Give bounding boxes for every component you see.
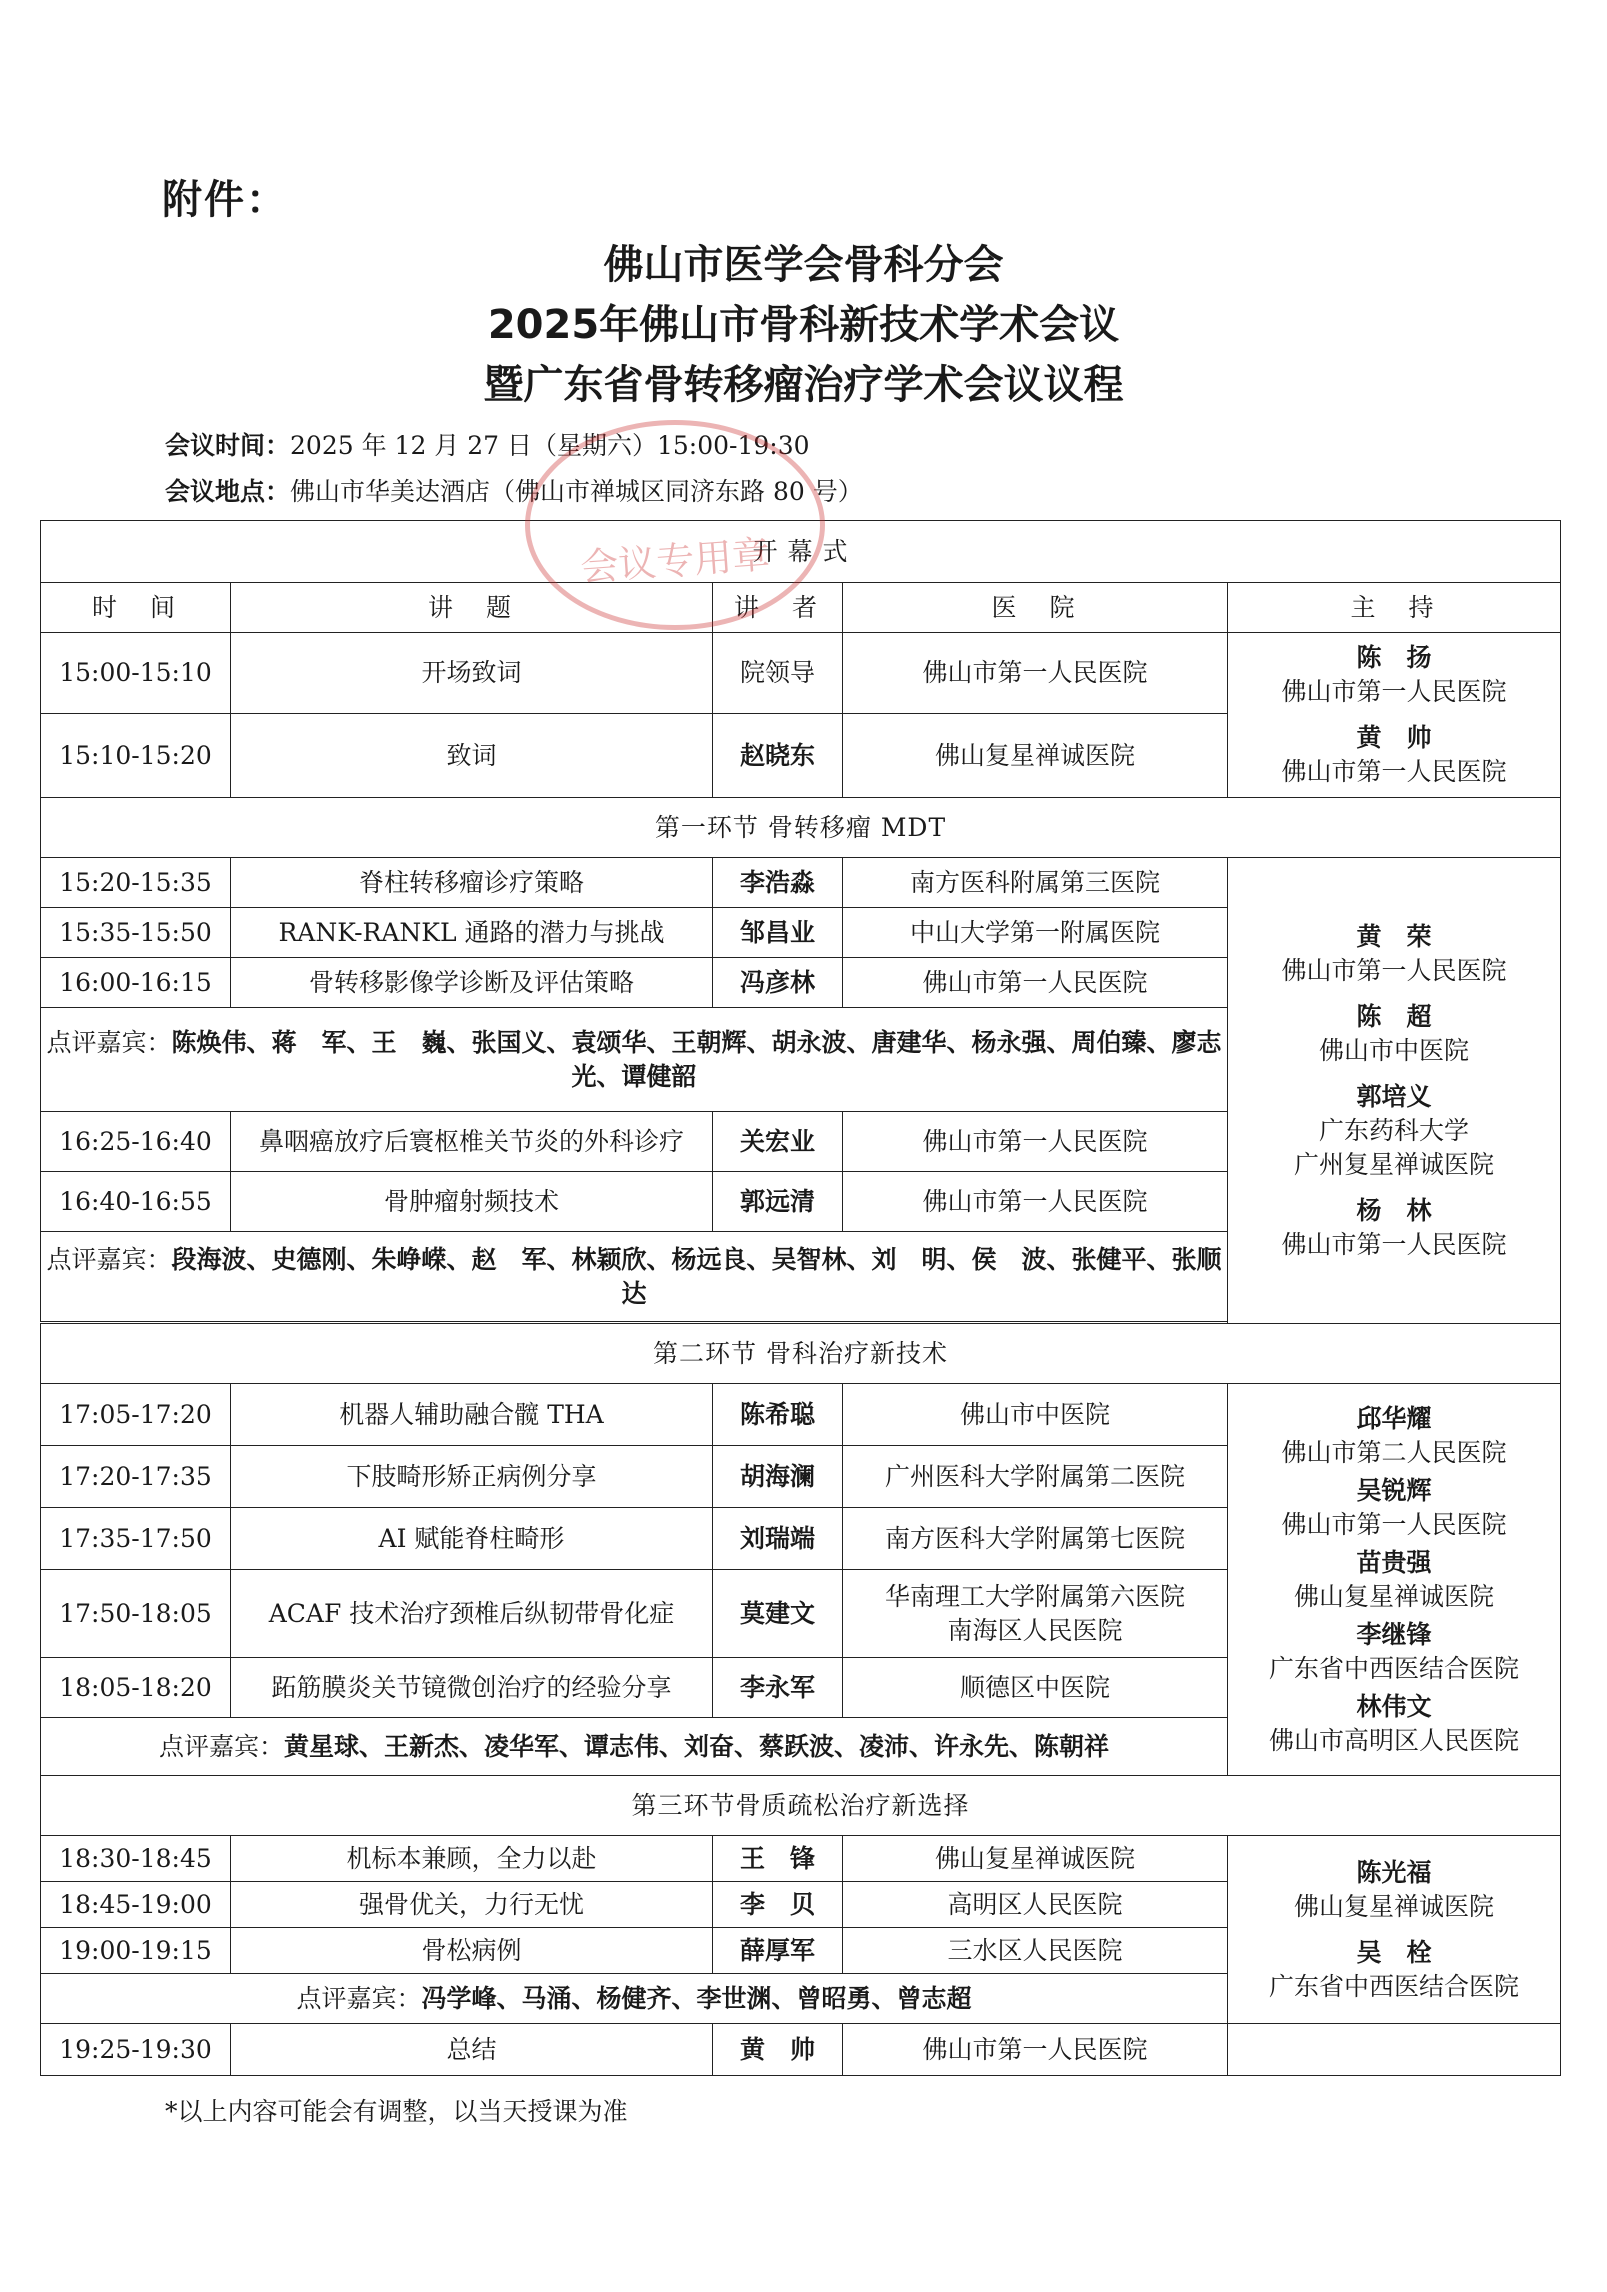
review-guests	[41, 1974, 1228, 2024]
host-name: 杨 林	[1356, 1195, 1432, 1225]
speaker-cell: 薛厚军	[713, 1928, 843, 1974]
host-name: 陈光福	[1356, 1857, 1432, 1887]
header-host: 主 持	[1228, 583, 1561, 633]
section3-title-row	[41, 1776, 1561, 1836]
host-hospital: 佛山复星禅诚医院	[1294, 1581, 1495, 1611]
hospital-cell: 南方医科大学附属第七医院	[843, 1508, 1228, 1570]
empty-host-cell	[1228, 2024, 1561, 2076]
host-entry	[1232, 635, 1556, 715]
hospital-cell	[843, 1570, 1228, 1658]
time-cell: 16:40-16:55	[41, 1172, 231, 1232]
host-name: 苗贵强	[1356, 1547, 1432, 1577]
speaker-cell: 邹昌业	[713, 908, 843, 958]
section1-title: 第一环节 骨转移瘤 MDT	[41, 798, 1561, 858]
topic-cell: 总结	[231, 2024, 713, 2076]
table-row	[41, 1384, 1561, 1446]
host-name: 陈 超	[1356, 1001, 1432, 1031]
speaker-cell: 刘瑞端	[713, 1508, 843, 1570]
meeting-time-label: 会议时间：	[165, 431, 291, 460]
host-entry	[1232, 1544, 1556, 1616]
title-line-2: 2025年佛山市骨科新技术学术会议	[487, 302, 1120, 348]
hospital-cell: 佛山复星禅诚医院	[843, 714, 1228, 798]
hospital-cell: 佛山复星禅诚医院	[843, 1836, 1228, 1882]
speaker-cell: 李浩淼	[713, 858, 843, 908]
time-cell: 16:00-16:15	[41, 958, 231, 1008]
header-row	[41, 583, 1561, 633]
topic-cell: 骨肿瘤射频技术	[231, 1172, 713, 1232]
agenda-table	[40, 520, 1561, 2076]
speaker-cell: 黄 帅	[713, 2024, 843, 2076]
host-entry	[1232, 1074, 1556, 1188]
title-line-3: 暨广东省骨转移瘤治疗学术会议议程	[483, 362, 1124, 408]
time-cell: 17:20-17:35	[41, 1446, 231, 1508]
meeting-time-value: 2025 年 12 月 27 日（星期六）15:00-19:30	[290, 431, 810, 460]
table-row	[41, 1836, 1561, 1882]
opening-title-row	[41, 521, 1561, 583]
topic-cell: ACAF 技术治疗颈椎后纵韧带骨化症	[231, 1570, 713, 1658]
review-label: 点评嘉宾：	[158, 1731, 284, 1761]
review-guests	[41, 1718, 1228, 1776]
seal-stamp-text: 会议专用章	[578, 532, 772, 590]
host-entry	[1232, 1616, 1556, 1688]
table-row	[41, 858, 1561, 908]
host-name: 郭培义	[1356, 1081, 1432, 1111]
review-label: 点评嘉宾：	[296, 1983, 422, 2013]
speaker-cell: 冯彦林	[713, 958, 843, 1008]
hospital-cell: 佛山市中医院	[843, 1384, 1228, 1446]
hospital-cell: 顺德区中医院	[843, 1658, 1228, 1718]
topic-cell: 脊柱转移瘤诊疗策略	[231, 858, 713, 908]
host-hospital: 佛山市第一人民医院	[1281, 677, 1507, 706]
header-time: 时 间	[41, 583, 231, 633]
speaker-cell: 莫建文	[713, 1570, 843, 1658]
topic-cell: 机标本兼顾，全力以赴	[231, 1836, 713, 1882]
host-entry	[1232, 994, 1556, 1074]
host-entry	[1232, 1850, 1556, 1930]
host-hospital: 佛山市中医院	[1319, 1035, 1470, 1065]
host-entry	[1232, 1688, 1556, 1760]
title-line-1: 佛山市医学会骨科分会	[603, 242, 1004, 288]
topic-cell: AI 赋能脊柱畸形	[231, 1508, 713, 1570]
topic-cell: 跖筋膜炎关节镜微创治疗的经验分享	[231, 1658, 713, 1718]
time-cell: 17:35-17:50	[41, 1508, 231, 1570]
host-name: 邱华耀	[1356, 1403, 1432, 1433]
host-entry	[1232, 1400, 1556, 1472]
review-label: 点评嘉宾：	[46, 1027, 172, 1057]
hospital-cell: 佛山市第一人民医院	[843, 2024, 1228, 2076]
speaker-cell: 王 锋	[713, 1836, 843, 1882]
time-cell: 15:35-15:50	[41, 908, 231, 958]
topic-cell: 机器人辅助融合髋 THA	[231, 1384, 713, 1446]
section2-title-row	[41, 1324, 1561, 1384]
time-cell: 19:25-19:30	[41, 2024, 231, 2076]
topic-cell: 开场致词	[231, 633, 713, 714]
time-cell: 15:00-15:10	[41, 633, 231, 714]
speaker-cell: 院领导	[713, 633, 843, 714]
hospital-cell: 佛山市第一人民医院	[843, 958, 1228, 1008]
hospital-cell: 佛山市第一人民医院	[843, 1172, 1228, 1232]
review-label: 点评嘉宾：	[46, 1244, 172, 1274]
host-entry	[1232, 1472, 1556, 1544]
host-entry	[1232, 914, 1556, 994]
host-hospital: 佛山市第二人民医院	[1281, 1437, 1507, 1467]
hospital-line-1: 华南理工大学附属第六医院	[884, 1581, 1185, 1611]
attachment-label: 附件：	[162, 177, 288, 223]
host-hospital: 广东省中西医结合医院	[1269, 1653, 1520, 1683]
topic-cell: 骨转移影像学诊断及评估策略	[231, 958, 713, 1008]
speaker-cell: 郭远清	[713, 1172, 843, 1232]
time-cell: 17:50-18:05	[41, 1570, 231, 1658]
header-hospital: 医 院	[843, 583, 1228, 633]
host-hospital-2: 广州复星禅诚医院	[1294, 1149, 1495, 1179]
meeting-place-label: 会议地点：	[165, 477, 291, 506]
section2-hosts	[1228, 1384, 1561, 1776]
meeting-place-value: 佛山市华美达酒店（佛山市禅城区同济东路 80 号）	[290, 477, 863, 506]
host-hospital: 佛山复星禅诚医院	[1294, 1891, 1495, 1921]
speaker-cell: 李 贝	[713, 1882, 843, 1928]
host-name: 李继锋	[1356, 1619, 1432, 1649]
footnote: *以上内容可能会有调整，以当天授课为准	[165, 2097, 628, 2126]
time-cell: 16:25-16:40	[41, 1112, 231, 1172]
hospital-cell: 南方医科附属第三医院	[843, 858, 1228, 908]
speaker-cell: 关宏业	[713, 1112, 843, 1172]
meeting-time	[165, 428, 810, 464]
host-hospital: 佛山市第一人民医院	[1281, 955, 1507, 985]
section3-title: 第三环节骨质疏松治疗新选择	[41, 1776, 1561, 1836]
speaker-cell: 胡海澜	[713, 1446, 843, 1508]
host-name: 陈 扬	[1356, 643, 1432, 672]
section1-title-row	[41, 798, 1561, 858]
host-name: 吴 栓	[1356, 1937, 1432, 1967]
time-cell: 15:20-15:35	[41, 858, 231, 908]
hospital-cell: 中山大学第一附属医院	[843, 908, 1228, 958]
topic-cell: RANK-RANKL 通路的潜力与挑战	[231, 908, 713, 958]
topic-cell: 下肢畸形矫正病例分享	[231, 1446, 713, 1508]
time-cell: 19:00-19:15	[41, 1928, 231, 1974]
host-name: 林伟文	[1356, 1691, 1432, 1721]
host-name: 黄 帅	[1356, 723, 1432, 752]
review-guests	[41, 1232, 1228, 1322]
section3-hosts	[1228, 1836, 1561, 2024]
speaker-cell: 赵晓东	[713, 714, 843, 798]
host-hospital: 佛山市第一人民医院	[1281, 1509, 1507, 1539]
opening-hosts	[1228, 633, 1561, 798]
topic-cell: 强骨优关，力行无忧	[231, 1882, 713, 1928]
host-entry	[1232, 1930, 1556, 2010]
review-guests	[41, 1008, 1228, 1112]
hospital-cell: 佛山市第一人民医院	[843, 1112, 1228, 1172]
topic-cell: 致词	[231, 714, 713, 798]
time-cell: 18:05-18:20	[41, 1658, 231, 1718]
closing-row	[41, 2024, 1561, 2076]
host-entry	[1232, 715, 1556, 795]
opening-title: 开 幕 式	[41, 521, 1561, 583]
section2-title: 第二环节 骨科治疗新技术	[41, 1324, 1561, 1384]
topic-cell: 鼻咽癌放疗后寰枢椎关节炎的外科诊疗	[231, 1112, 713, 1172]
host-entry	[1232, 1188, 1556, 1268]
time-cell: 17:05-17:20	[41, 1384, 231, 1446]
speaker-cell: 陈希聪	[713, 1384, 843, 1446]
topic-cell: 骨松病例	[231, 1928, 713, 1974]
hospital-line-2: 南海区人民医院	[947, 1615, 1123, 1645]
section1-hosts	[1228, 858, 1561, 1324]
header-topic: 讲 题	[231, 583, 713, 633]
time-cell: 18:30-18:45	[41, 1836, 231, 1882]
header-speaker: 讲 者	[713, 583, 843, 633]
speaker-cell: 李永军	[713, 1658, 843, 1718]
review-names: 黄星球、王新杰、凌华军、谭志伟、刘奋、蔡跃波、凌沛、许永先、陈朝祥	[284, 1731, 1110, 1761]
hospital-cell: 三水区人民医院	[843, 1928, 1228, 1974]
host-name: 吴锐辉	[1356, 1475, 1432, 1505]
hospital-cell: 高明区人民医院	[843, 1882, 1228, 1928]
time-cell: 18:45-19:00	[41, 1882, 231, 1928]
host-hospital: 佛山市第一人民医院	[1281, 757, 1507, 786]
host-name: 黄 荣	[1356, 921, 1432, 951]
hospital-cell: 佛山市第一人民医院	[843, 633, 1228, 714]
review-names: 冯学峰、马涌、杨健齐、李世渊、曾昭勇、曾志超	[421, 1983, 972, 2013]
host-hospital: 佛山市高明区人民医院	[1269, 1725, 1520, 1755]
review-names: 陈焕伟、蒋 军、王 巍、张国义、袁颂华、王朝辉、胡永波、唐建华、杨永强、周伯臻、廖志光、谭健韶	[171, 1027, 1222, 1091]
review-names: 段海波、史德刚、朱峥嵘、赵 军、林颖欣、杨远良、吴智林、刘 明、侯 波、张健平、张顺达	[171, 1244, 1222, 1308]
host-hospital: 广东省中西医结合医院	[1269, 1971, 1520, 2001]
meeting-place	[165, 474, 863, 510]
hospital-cell: 广州医科大学附属第二医院	[843, 1446, 1228, 1508]
table-row	[41, 633, 1561, 714]
host-hospital: 佛山市第一人民医院	[1281, 1229, 1507, 1259]
host-hospital: 广东药科大学	[1319, 1115, 1470, 1145]
time-cell: 15:10-15:20	[41, 714, 231, 798]
